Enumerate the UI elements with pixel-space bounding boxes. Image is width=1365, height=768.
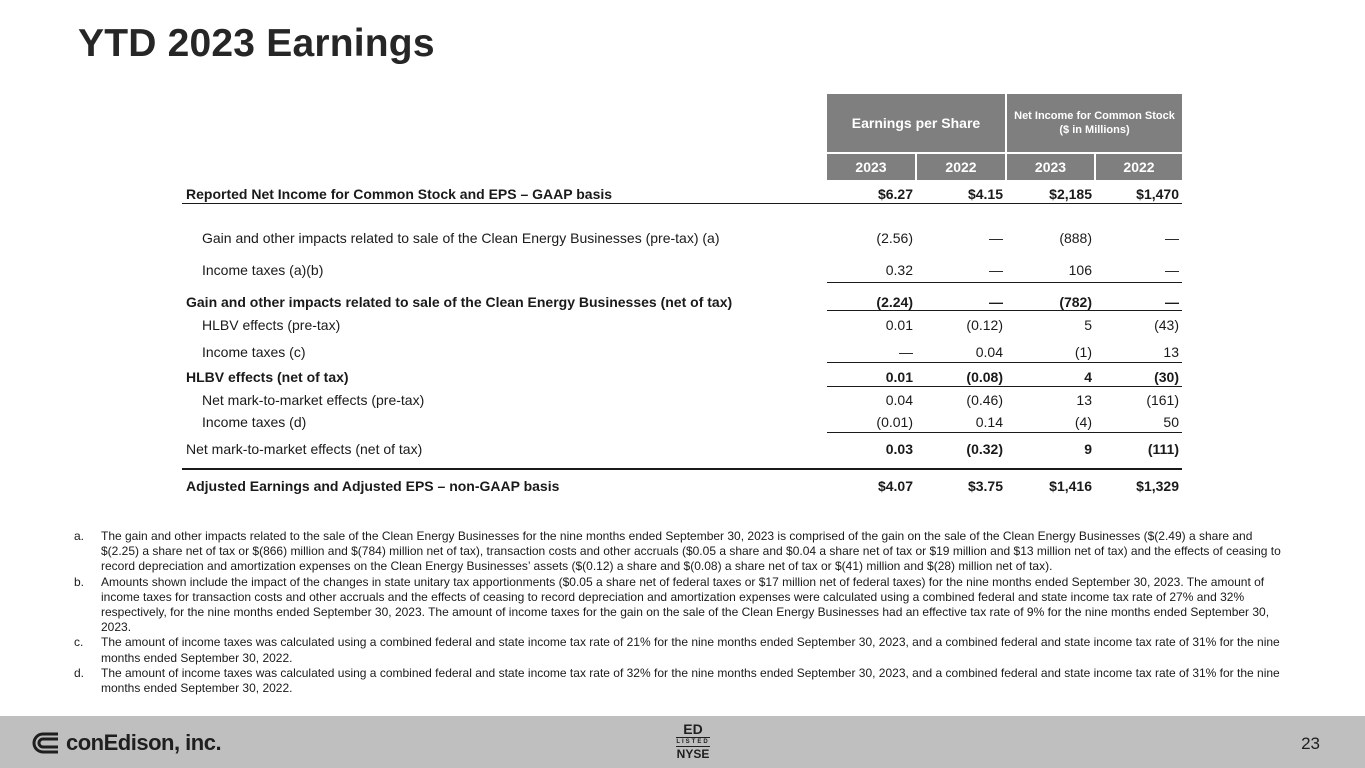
cell-eps-2022: — xyxy=(989,230,1003,246)
cell-ni-2023: 4 xyxy=(1084,369,1092,385)
row-divider xyxy=(182,468,1182,470)
table-row xyxy=(182,314,1182,336)
year-header-ni-2023: 2023 xyxy=(1007,154,1094,180)
cell-ni-2023: 106 xyxy=(1068,262,1092,278)
cell-ni-2022: (43) xyxy=(1154,317,1179,333)
row-label: Income taxes (a)(b) xyxy=(202,262,324,278)
row-divider xyxy=(827,282,1182,283)
table-row xyxy=(182,389,1182,411)
con-edison-logo xyxy=(30,730,221,756)
footnote-marker: b. xyxy=(74,574,85,589)
footnote-text: Amounts shown include the impact of the changes in state unitary tax apportionments ($0.05 a share net of federal taxes or $17 million net of federal taxes) for the nine months ended September 30, 2023. The amount of income taxes for transaction costs and other accruals and the effects of ceasing to record depreciation and amortization expenses were calculated using a combined federal and state income tax rate of 27% and 32% respectively, for the nine months ended September 30, 2023. The amount of income taxes for the gain on the sale of the Clean Energy Businesses had an effective tax rate of 9% for the nine months ended September 30, 2023. xyxy=(101,574,1270,635)
cell-eps-2022: — xyxy=(989,294,1003,310)
footnote-marker: a. xyxy=(74,529,85,543)
cell-eps-2022: — xyxy=(989,262,1003,278)
row-label: Income taxes (d) xyxy=(202,414,307,430)
table-row xyxy=(182,475,1182,497)
footnote-marker: d. xyxy=(74,665,85,680)
cell-ni-2023: $1,416 xyxy=(1049,478,1092,494)
cell-ni-2023: 9 xyxy=(1084,441,1092,457)
net-income-column-header xyxy=(1007,94,1182,152)
cell-ni-2023: (782) xyxy=(1059,294,1092,310)
footnote-text: The gain and other impacts related to the sale of the Clean Energy Businesses for the nine months ended September 30, 2023 is comprised of the gain on the sale of the Clean Energy Businesses ($(2.49) a share and $(2.25) a share net of tax or $(866) million and $(784) million net of tax), transaction costs and other accruals ($0.05 a share and $0.04 a share net of tax or $19 million and $13 million net of tax) and the effects of ceasing to record depreciation and amortization expenses on the Clean Energy Businesses’ assets ($(0.12) a share and $(0.08) a share net of tax or $(41) million and $(28) million net of tax). xyxy=(101,529,1281,574)
table-row xyxy=(182,259,1182,281)
footnote-text: The amount of income taxes was calculated using a combined federal and state income tax rate of 21% for the nine months ended September 30, 2023, and a combined federal and state income tax rate of 31% for the nine months ended September 30, 2022. xyxy=(101,635,1280,665)
page-number: 23 xyxy=(1301,734,1320,753)
cell-eps-2023: (0.01) xyxy=(876,414,913,430)
cell-ni-2023: (4) xyxy=(1074,414,1092,430)
footnote-a xyxy=(74,529,1289,575)
cell-eps-2023: — xyxy=(899,344,913,360)
cell-ni-2022: 13 xyxy=(1163,344,1179,360)
cell-eps-2023: 0.01 xyxy=(885,369,913,385)
cell-ni-2022: (111) xyxy=(1147,441,1179,457)
cell-ni-2023: 13 xyxy=(1076,392,1092,408)
cell-eps-2023: (2.56) xyxy=(876,230,913,246)
row-label: Net mark-to-market effects (pre-tax) xyxy=(202,392,425,408)
cell-eps-2023: 0.01 xyxy=(885,317,913,333)
cell-ni-2023: (1) xyxy=(1074,344,1092,360)
cell-ni-2022: $1,470 xyxy=(1136,186,1179,202)
con-edison-c-icon xyxy=(30,730,62,756)
row-divider xyxy=(827,432,1182,433)
cell-ni-2022: 50 xyxy=(1163,414,1179,430)
table-row xyxy=(182,366,1182,388)
eps-column-header: Earnings per Share xyxy=(827,94,1005,152)
cell-eps-2023: (2.24) xyxy=(876,294,913,310)
footnote-text: The amount of income taxes was calculated using a combined federal and state income tax rate of 32% for the nine months ended September 30, 2023, and a combined federal and state income tax rate of 31% for the nine months ended September 30, 2022. xyxy=(101,665,1280,696)
row-label: HLBV effects (net of tax) xyxy=(186,369,349,385)
cell-eps-2022: (0.08) xyxy=(966,369,1003,385)
page-title: YTD 2023 Earnings xyxy=(78,22,435,65)
net-income-header-line1: Net Income for Common Stock xyxy=(1014,110,1175,122)
footnotes xyxy=(74,529,1289,696)
cell-ni-2022: (161) xyxy=(1146,392,1179,408)
cell-ni-2022: — xyxy=(1165,262,1179,278)
row-label: Gain and other impacts related to sale of the Clean Energy Businesses (pre-tax) (a) xyxy=(202,230,720,246)
cell-ni-2023: 5 xyxy=(1084,317,1092,333)
year-header-eps-2023: 2023 xyxy=(827,154,915,180)
row-label: HLBV effects (pre-tax) xyxy=(202,317,341,333)
row-divider xyxy=(827,362,1182,363)
row-label: Income taxes (c) xyxy=(202,344,306,360)
nyse-listed-badge xyxy=(672,722,714,760)
row-divider xyxy=(827,310,1182,311)
footnote-d xyxy=(74,666,1289,696)
cell-ni-2022: $1,329 xyxy=(1136,478,1179,494)
footnote-marker: c. xyxy=(74,635,84,650)
cell-ni-2022: — xyxy=(1165,294,1179,310)
row-label: Gain and other impacts related to sale of the Clean Energy Businesses (net of tax) xyxy=(186,294,733,310)
table-row xyxy=(182,438,1182,460)
table-row xyxy=(182,341,1182,363)
nyse-listed-label: LISTED xyxy=(676,739,710,745)
footnote-b xyxy=(74,575,1289,636)
cell-eps-2022: 0.04 xyxy=(975,344,1003,360)
cell-eps-2022: 0.14 xyxy=(975,414,1003,430)
row-label: Net mark-to-market effects (net of tax) xyxy=(186,441,423,457)
footer-bar xyxy=(0,716,1365,768)
year-header-ni-2022: 2022 xyxy=(1096,154,1182,180)
cell-ni-2022: — xyxy=(1165,230,1179,246)
cell-eps-2022: (0.32) xyxy=(966,441,1003,457)
row-label: Reported Net Income for Common Stock and EPS – GAAP basis xyxy=(186,186,613,202)
cell-ni-2023: $2,185 xyxy=(1049,186,1092,202)
cell-eps-2023: 0.04 xyxy=(885,392,913,408)
nyse-exchange: NYSE xyxy=(676,747,710,761)
cell-eps-2022: $4.15 xyxy=(967,186,1003,202)
cell-eps-2022: (0.46) xyxy=(966,392,1003,408)
footnote-c xyxy=(74,635,1289,665)
table-row xyxy=(182,411,1182,433)
logo-wordmark: conEdison, inc. xyxy=(66,730,222,755)
year-header-eps-2022: 2022 xyxy=(917,154,1005,180)
table-row xyxy=(182,183,1182,205)
cell-eps-2023: 0.03 xyxy=(885,441,913,457)
cell-ni-2022: (30) xyxy=(1154,369,1179,385)
table-row xyxy=(182,227,1182,249)
row-divider xyxy=(182,203,1182,204)
row-divider xyxy=(827,386,1182,387)
cell-eps-2022: (0.12) xyxy=(966,317,1003,333)
cell-eps-2023: 0.32 xyxy=(885,262,913,278)
cell-eps-2023: $6.27 xyxy=(877,186,913,202)
cell-ni-2023: (888) xyxy=(1059,230,1092,246)
net-income-header-line2: ($ in Millions) xyxy=(1059,124,1130,136)
row-label: Adjusted Earnings and Adjusted EPS – non-GAAP basis xyxy=(186,478,560,494)
nyse-ticker: ED xyxy=(683,721,703,737)
cell-eps-2022: $3.75 xyxy=(967,478,1003,494)
cell-eps-2023: $4.07 xyxy=(877,478,913,494)
